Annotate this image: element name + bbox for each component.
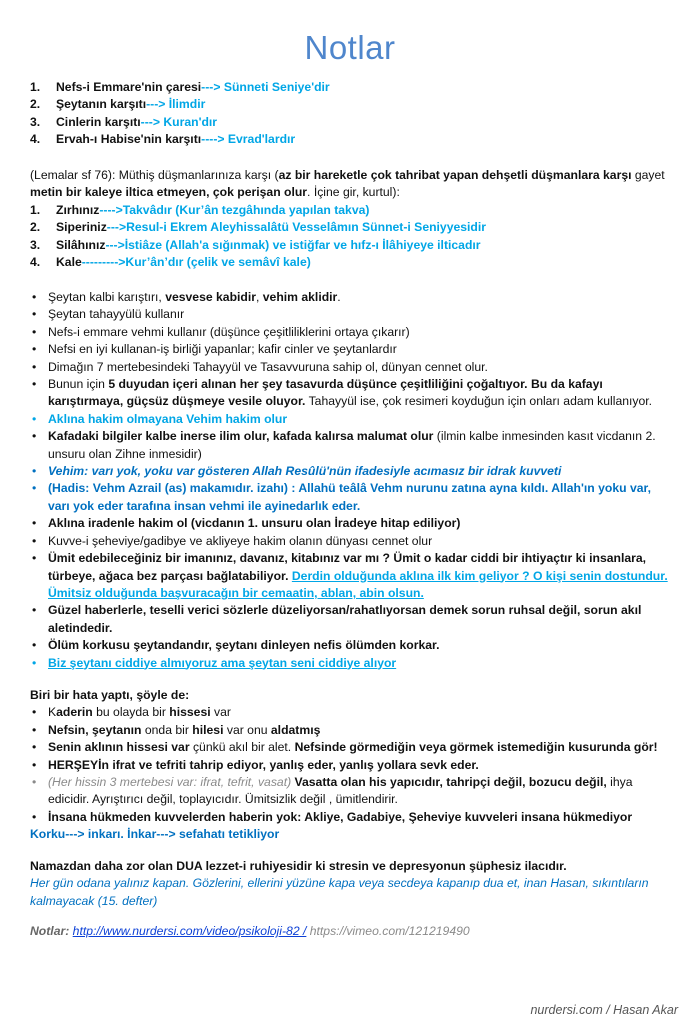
text: Güzel haberlerle, teselli verici sözlerle düzeliyorsan/rahatlıyorsan demek sorun ruhsal değil, sorun akıl aletindedir. bbox=[48, 603, 642, 635]
bullet-icon: • bbox=[32, 603, 37, 618]
notes-bullets bbox=[30, 289, 670, 672]
bullet-icon: • bbox=[32, 377, 37, 392]
list-item bbox=[30, 237, 670, 254]
item-answer: --------->Kur’ân’dır (çelik ve semâvî kale) bbox=[81, 255, 311, 270]
bullet-icon: • bbox=[32, 638, 37, 653]
bullet-icon: • bbox=[32, 359, 37, 374]
bullet-item bbox=[30, 341, 670, 358]
text: Nefsin, şeytanın bbox=[48, 722, 142, 737]
text: Vehim: varı yok, yoku var gösteren Allah Resûlü'nün ifadesiyle acımasız bir idrak kuvveti bbox=[48, 464, 562, 479]
text: Dimağın 7 mertebesindeki Tahayyül ve Tasavvuruna sahip ol, dünyan cennet olur. bbox=[48, 359, 488, 374]
bullet-icon: • bbox=[32, 775, 37, 790]
item-answer: Evrad'lardır bbox=[224, 132, 296, 147]
bullet-item bbox=[30, 376, 670, 411]
text: çünkü akıl bir alet. bbox=[189, 740, 295, 755]
bullet-icon: • bbox=[32, 481, 37, 496]
text: , bbox=[255, 290, 263, 304]
item-subject: Kale bbox=[56, 255, 82, 270]
text: Vasatta olan his yapıcıdır, tahripçi değil, bozucu değil, bbox=[291, 775, 607, 790]
text: Nefs-i emmare vehmi kullanır (düşünce çeşitliliklerini ortaya çıkarır) bbox=[48, 324, 410, 339]
arrow: ---> bbox=[201, 80, 221, 94]
text: Ölüm korkusu şeytandandır, şeytanı dinleyen nefis ölümden korkar. bbox=[48, 638, 440, 653]
arrow: ---> bbox=[140, 114, 160, 129]
vimeo-link[interactable]: https://vimeo.com/121219490 bbox=[306, 924, 470, 938]
text: az bir hareketle çok tahribat yapan dehşetli düşmanlara karşı bbox=[278, 168, 632, 182]
list-item bbox=[30, 202, 670, 219]
bullet-item bbox=[30, 289, 670, 306]
item-answer: Kuran'dır bbox=[159, 114, 218, 129]
text: Senin aklının hissesi var bbox=[48, 740, 190, 755]
text: bu olayda bir bbox=[92, 705, 170, 720]
bullet-icon: • bbox=[32, 342, 37, 357]
dua-bold: Namazdan daha zor olan DUA lezzet-i ruhiyesidir ki stresin ve depresyonun şüphesiz ilacıdır. bbox=[30, 859, 567, 873]
text: metin bir kaleye iltica etmeyen, çok perişan olur bbox=[30, 185, 308, 200]
list-item bbox=[30, 219, 670, 236]
bullet-item bbox=[30, 774, 670, 809]
text: var bbox=[210, 705, 231, 720]
text: Aklına iradenle hakim ol (vicdanın 1. unsuru olan İradeye hitap ediliyor) bbox=[48, 516, 461, 531]
bullet-item bbox=[30, 306, 670, 323]
item-number: 4. bbox=[30, 255, 41, 270]
bullet-icon: • bbox=[32, 411, 37, 426]
item-number: 2. bbox=[30, 97, 41, 112]
bullet-item bbox=[30, 722, 670, 739]
arrow: ---> bbox=[146, 97, 166, 112]
bullet-item bbox=[30, 428, 670, 463]
bullet-icon: • bbox=[32, 324, 37, 339]
text: (Her hissin 3 mertebesi var: ifrat, tefrit, vasat) bbox=[48, 775, 292, 790]
text: Aklına hakim olmayana Vehim hakim olur bbox=[48, 411, 288, 426]
text: Kafadaki bilgiler kalbe inerse ilim olur, kafada kalırsa malumat olur bbox=[48, 429, 434, 444]
bullet-icon: • bbox=[32, 757, 37, 772]
nurdersi-link[interactable]: http://www.nurdersi.com/video/psikoloji-82 / bbox=[72, 924, 307, 938]
bullet-item bbox=[30, 550, 670, 602]
text: hissesi bbox=[169, 705, 211, 720]
bullet-item bbox=[30, 359, 670, 376]
bullet-icon: • bbox=[32, 307, 37, 322]
bullet-icon: • bbox=[32, 290, 37, 304]
bullet-icon: • bbox=[32, 464, 37, 479]
bullet-item bbox=[30, 655, 670, 672]
page-title: Notlar bbox=[304, 29, 396, 66]
lemalar-intro bbox=[30, 167, 670, 202]
bullet-item bbox=[30, 480, 670, 515]
bullet-icon: • bbox=[32, 533, 37, 548]
item-answer: --->Resul-i Ekrem Aleyhissalâtü Vesselâmın Sünnet-i Seniyyesidir bbox=[106, 220, 486, 235]
bullet-icon: • bbox=[32, 551, 37, 566]
bullet-icon: • bbox=[32, 705, 37, 720]
bullet-icon: • bbox=[32, 516, 37, 531]
mistake-section bbox=[30, 687, 670, 844]
text: onda bir bbox=[141, 722, 193, 737]
text: Nefsinde görmediğin veya görmek istemediğin kusurunda gör! bbox=[294, 740, 658, 755]
bullet-item bbox=[30, 602, 670, 637]
bullet-icon: • bbox=[32, 429, 37, 444]
item-subject: Siperiniz bbox=[56, 220, 107, 235]
item-subject: Nefs-i Emmare'nin çaresi bbox=[56, 80, 202, 94]
item-number: 3. bbox=[30, 237, 41, 252]
bullet-item bbox=[30, 411, 670, 428]
text: Biz şeytanı ciddiye almıyoruz ama şeytan seni ciddiye alıyor bbox=[48, 655, 397, 670]
text: K bbox=[48, 705, 57, 720]
text: . İçine gir, kurtul): bbox=[307, 185, 400, 200]
text: Nefsi en iyi kullanan-iş birliği yapanlar; kafir cinler ve şeytanlardır bbox=[48, 342, 397, 357]
text: Kuvve-i şeheviye/gadibye ve akliyeye hakim olanın dünyası cennet olur bbox=[48, 533, 433, 548]
item-answer: --->İstiâze (Allah'a sığınmak) ve istiğfar ve hıfz-ı İlâhiyeye ilticadır bbox=[105, 237, 481, 252]
dua-section bbox=[30, 858, 670, 910]
text: İnsana hükmeden kuvvelerden haberin yok: Akliye, Gadabiye, Şeheviye kuvveleri insana hükmediyor bbox=[48, 809, 633, 824]
text: gayet bbox=[631, 168, 665, 182]
item-subject: Silâhınız bbox=[56, 237, 106, 252]
text: Şeytan kalbi karıştırı, bbox=[48, 290, 166, 304]
list-item bbox=[30, 96, 670, 113]
list-item bbox=[30, 131, 670, 148]
text: Tahayyül ise, çok resimeri koyduğun için onları adam kullanıyor. bbox=[305, 394, 653, 409]
fear-note: Korku---> inkarı. İnkar---> sefahatı tetikliyor bbox=[30, 827, 280, 842]
dua-italic: Her gün odana yalınız kapan. Gözlerini, ellerini yüzüne kapa veya secdeya kapanıp dua et, inan Hasan, sıkıntıların kalmayacak (15. defter) bbox=[30, 876, 649, 908]
item-number: 1. bbox=[30, 80, 41, 94]
lemalar-section bbox=[30, 167, 670, 271]
list-item bbox=[30, 114, 670, 131]
item-subject: Şeytanın karşıtı bbox=[56, 97, 147, 112]
item-number: 4. bbox=[30, 132, 41, 147]
arrow: ----> bbox=[201, 132, 225, 147]
bullet-item bbox=[30, 533, 670, 550]
text: . bbox=[337, 290, 341, 304]
text: Bunun için bbox=[48, 377, 109, 392]
notes-links bbox=[30, 923, 670, 940]
remedies-list bbox=[30, 79, 670, 149]
text: 5 duyudan içeri alınan her şey tasavurda düşünce çeşitliliğini çoğaltıyor. Bu da kafayı karıştırmaya, güçsüz düşmeye vesile oluyor. bbox=[48, 377, 603, 409]
bullet-item bbox=[30, 637, 670, 654]
bullet-item bbox=[30, 704, 670, 721]
text: Ümit edebileceğiniz bir imanınız, davanız, kitabınız var mı ? Ümit o kadar ciddi bir ihtiyaçtır ki insanlara, türbeye, ağaca bez parçası bağlatabiliyor. bbox=[48, 551, 647, 583]
text: hilesi bbox=[192, 722, 224, 737]
bullet-item bbox=[30, 515, 670, 532]
bullet-icon: • bbox=[32, 809, 37, 824]
list-item bbox=[30, 254, 670, 271]
item-number: 2. bbox=[30, 220, 41, 235]
item-subject: Ervah-ı Habise'nin karşıtı bbox=[56, 132, 202, 147]
item-answer: Sünneti Seniye'dir bbox=[220, 80, 330, 94]
item-answer: İlimdir bbox=[165, 97, 206, 112]
text: (ilmin kalbe inmesinden kasıt vicdanın 2. unsuru olan Zihne inmesidir) bbox=[48, 429, 656, 461]
text: vehim aklidir bbox=[262, 290, 338, 304]
item-number: 1. bbox=[30, 202, 41, 217]
bullet-item bbox=[30, 739, 670, 756]
bullet-icon: • bbox=[32, 655, 37, 670]
text: aderin bbox=[56, 705, 93, 720]
text: var onu bbox=[223, 722, 271, 737]
notes-label: Notlar: bbox=[30, 924, 70, 938]
text: aldatmış bbox=[270, 722, 321, 737]
bullet-item bbox=[30, 757, 670, 774]
text: ihya edicidir. Ayrıştırıcı değil, toplayıcıdır. Ümitsizlik değil , ümitlendirir. bbox=[48, 775, 633, 807]
text: vesvese kabidir bbox=[165, 290, 256, 304]
bullet-icon: • bbox=[32, 740, 37, 755]
bullet-icon: • bbox=[32, 722, 37, 737]
list-item bbox=[30, 79, 670, 96]
item-subject: Cinlerin karşıtı bbox=[56, 114, 141, 129]
text: Şeytan tahayyülü kullanır bbox=[48, 307, 185, 322]
item-subject: Zırhınız bbox=[56, 202, 100, 217]
text: Derdin olduğunda aklına ilk kim geliyor ? O kişi senin dostundur. Ümitsiz olduğunda başvuracağın bir cemaatin, ablan, abin olsun. bbox=[48, 568, 668, 600]
bullet-item bbox=[30, 324, 670, 341]
bullet-item bbox=[30, 463, 670, 480]
footer-credit: nurdersi.com / Hasan Akar bbox=[530, 1003, 678, 1017]
text: HERŞEYİn ifrat ve tefriti tahrip ediyor, yanlış eder, yanlış yollara sevk eder. bbox=[48, 757, 479, 772]
text: (Hadis: Vehm Azrail (as) makamıdır. izahı) : Allahü teâlâ Vehm nurunu zatına ayna kıldı. Allah'ın yoku var, varı yok eder tarafına insan vehmi ile ayinedarlık eder. bbox=[48, 481, 651, 513]
item-answer: ---->Takvâdır (Kur’ân tezgâhında yapılan takva) bbox=[99, 202, 370, 217]
text: (Lemalar sf 76): Müthiş düşmanlarınıza karşı ( bbox=[30, 168, 279, 182]
item-number: 3. bbox=[30, 114, 41, 129]
section-heading: Biri bir hata yaptı, şöyle de: bbox=[30, 688, 190, 702]
bullet-item bbox=[30, 809, 670, 826]
